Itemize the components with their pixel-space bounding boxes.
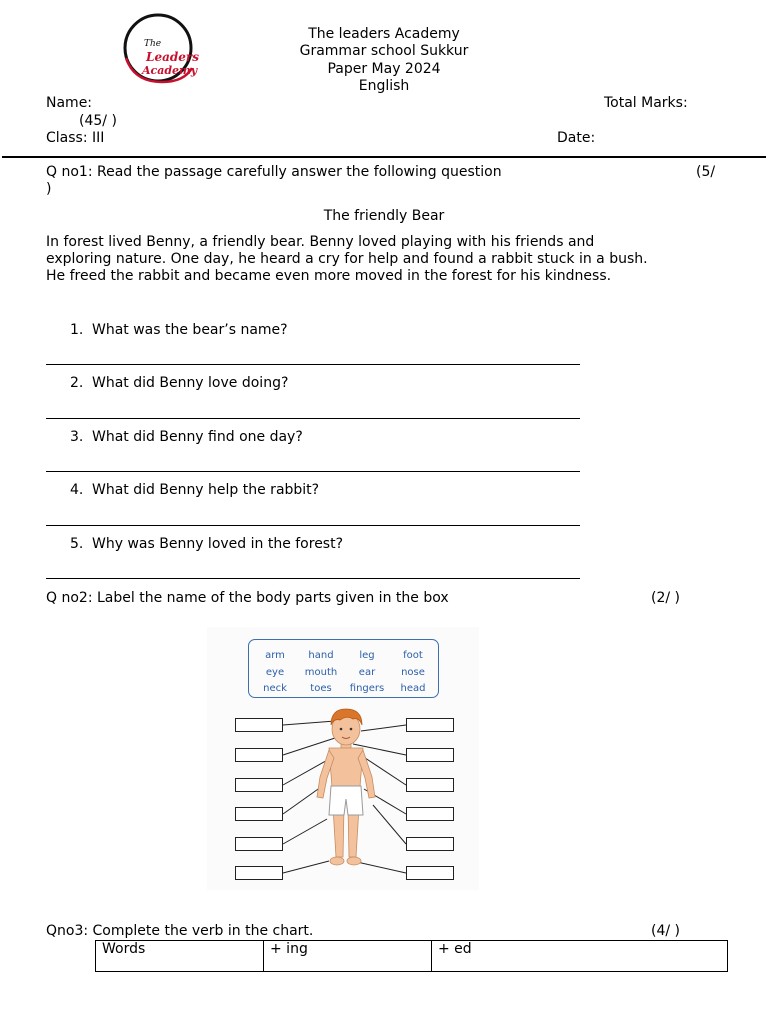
q1-marks: (5/ (696, 164, 716, 180)
question-number: 2. (70, 375, 84, 391)
table-header-ing: + ing (264, 941, 432, 972)
q2-marks: (2/ ) (651, 590, 680, 606)
question-number: 4. (70, 482, 84, 498)
label-box-right-5[interactable] (406, 837, 454, 851)
label-box-left-2[interactable] (235, 748, 283, 762)
table-row (96, 941, 728, 972)
question-item (70, 536, 343, 553)
total-marks-value: (45/ ) (79, 113, 117, 129)
label-box-left-6[interactable] (235, 866, 283, 880)
answer-line[interactable] (46, 525, 580, 526)
word-bank-word: mouth (304, 667, 338, 678)
label-box-left-4[interactable] (235, 807, 283, 821)
word-bank-word: head (400, 683, 426, 694)
answer-line[interactable] (46, 578, 580, 579)
answer-line[interactable] (46, 364, 580, 365)
school-branch: Grammar school Sukkur (299, 43, 469, 59)
logo-text-leaders: Leaders (146, 50, 199, 64)
word-bank-word: eye (265, 667, 285, 678)
subject-title: English (358, 78, 410, 94)
question-text: What did Benny love doing? (92, 375, 289, 391)
q1-marks-close: ) (46, 181, 52, 197)
class-label: Class: III (46, 130, 105, 146)
table-header-words: Words (96, 941, 264, 972)
verb-chart-table (95, 940, 728, 972)
paper-title: Paper May 2024 (327, 61, 441, 77)
label-box-right-6[interactable] (406, 866, 454, 880)
school-name: The leaders Academy (308, 26, 460, 42)
question-text: What was the bear’s name? (92, 322, 288, 338)
date-label: Date: (557, 130, 596, 146)
label-box-left-5[interactable] (235, 837, 283, 851)
logo-text-academy: Academy (142, 64, 198, 77)
label-box-right-2[interactable] (406, 748, 454, 762)
question-text: What did Benny find one day? (92, 429, 303, 445)
word-bank-word: leg (359, 650, 375, 661)
header-divider (2, 156, 766, 158)
label-box-left-1[interactable] (235, 718, 283, 732)
logo-text-the: The (144, 39, 162, 49)
passage-line: exploring nature. One day, he heard a cry for help and found a rabbit stuck in a bush. (46, 251, 648, 267)
question-text: Why was Benny loved in the forest? (92, 536, 344, 552)
word-bank-word: ear (358, 667, 376, 678)
body-parts-figure (207, 627, 479, 890)
word-bank-word: neck (263, 683, 287, 694)
q1-prompt: Q no1: Read the passage carefully answer the following question (46, 164, 502, 180)
question-item (70, 322, 288, 339)
word-bank-word: arm (265, 650, 285, 661)
passage-line: He freed the rabbit and became even more moved in the forest for his kindness. (46, 268, 612, 284)
question-text: What did Benny help the rabbit? (92, 482, 320, 498)
label-box-left-3[interactable] (235, 778, 283, 792)
total-marks-label: Total Marks: (604, 95, 688, 111)
question-number: 1. (70, 322, 84, 338)
answer-line[interactable] (46, 418, 580, 419)
word-bank-word: hand (308, 650, 334, 661)
answer-line[interactable] (46, 471, 580, 472)
word-bank-word: foot (403, 650, 423, 661)
table-header-ed: + ed (432, 941, 728, 972)
word-bank-word: fingers (349, 683, 385, 694)
question-number: 5. (70, 536, 84, 552)
word-bank-word: nose (401, 667, 425, 678)
question-item (70, 482, 319, 499)
question-item (70, 429, 303, 446)
question-number: 3. (70, 429, 84, 445)
name-label: Name: (46, 95, 93, 111)
q2-prompt: Q no2: Label the name of the body parts given in the box (46, 590, 449, 606)
passage-line: In forest lived Benny, a friendly bear. Benny loved playing with his friends and (46, 234, 595, 250)
q3-prompt: Qno3: Complete the verb in the chart. (46, 923, 314, 939)
label-box-right-3[interactable] (406, 778, 454, 792)
word-bank-word: toes (310, 683, 332, 694)
story-title: The friendly Bear (323, 208, 445, 224)
label-box-right-4[interactable] (406, 807, 454, 821)
label-box-right-1[interactable] (406, 718, 454, 732)
q3-marks: (4/ ) (651, 923, 680, 939)
question-item (70, 375, 288, 392)
